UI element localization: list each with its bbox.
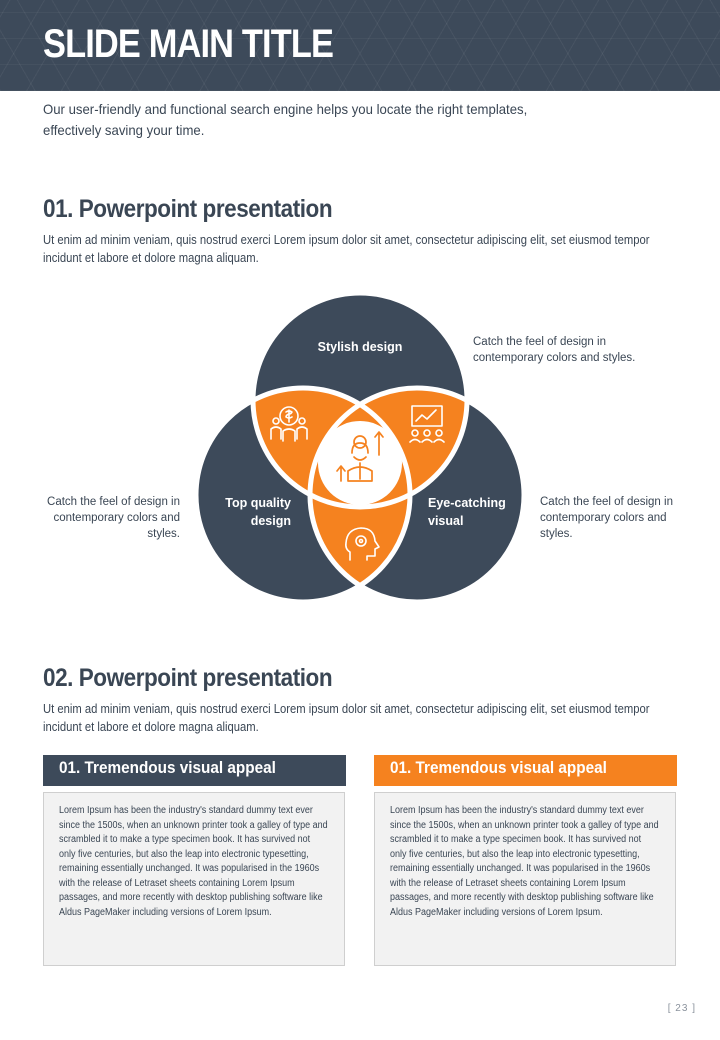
segment-label-top: Stylish design	[317, 340, 403, 354]
card-1-body	[43, 792, 345, 966]
card-2-header	[374, 755, 677, 786]
page-title: SLIDE MAIN TITLE	[43, 22, 334, 66]
card-1-title: 01. Tremendous visual appeal	[59, 758, 276, 777]
section-2-title: 02. Powerpoint presentation	[43, 664, 333, 692]
diagram-note-right: Catch the feel of design in contemporary colors and styles.	[540, 496, 673, 540]
card-1-text: Lorem Ipsum has been the industry's standard dummy text ever since the 1500s, when an unknown printer took a galley of type and scrambled it to make a type specimen book. It has survived not only five centuries, but also the leap into electronic typesetting, remaining essentially unchanged. It was popularised in the 1960s with the release of Letraset sheets containing Lorem Ipsum passages, and more recently with desktop publishing software like Aldus PageMaker including versions of Lorem Ipsum.	[59, 805, 328, 918]
segment-label-right-2: visual	[428, 514, 464, 528]
card-1-header	[43, 755, 346, 786]
page-number: [ 23 ]	[667, 1003, 696, 1014]
header-banner	[0, 0, 720, 91]
card-2-text: Lorem Ipsum has been the industry's standard dummy text ever since the 1500s, when an unknown printer took a galley of type and scrambled it to make a type specimen book. It has survived not only five centuries, but also the leap into electronic typesetting, remaining essentially unchanged. It was popularised in the 1960s with the release of Letraset sheets containing Lorem Ipsum passages, and more recently with desktop publishing software like Aldus PageMaker including versions of Lorem Ipsum.	[390, 805, 659, 918]
section-1-title: 01. Powerpoint presentation	[43, 195, 333, 223]
card-2-body	[374, 792, 676, 966]
intro-text: Our user-friendly and functional search engine helps you locate the right templates, effectively saving your time.	[43, 101, 528, 138]
segment-label-right-1: Eye-catching	[428, 496, 506, 510]
diagram-note-top: Catch the feel of design in contemporary colors and styles.	[473, 336, 636, 364]
diagram-note-left: Catch the feel of design in contemporary colors and styles.	[47, 496, 180, 540]
section-1-text: Ut enim ad minim veniam, quis nostrud exerci Lorem ipsum dolor sit amet, consectetur adipiscing elit, set eiusmod tempor incidunt et labore et dolore magna aliquam.	[43, 233, 650, 265]
segment-label-left-1: Top quality	[225, 496, 291, 510]
section-2-text: Ut enim ad minim veniam, quis nostrud exerci Lorem ipsum dolor sit amet, consectetur adipiscing elit, set eiusmod tempor incidunt et labore et dolore magna aliquam.	[43, 702, 650, 734]
card-2-title: 01. Tremendous visual appeal	[390, 758, 607, 777]
segment-label-left-2: design	[250, 514, 291, 528]
